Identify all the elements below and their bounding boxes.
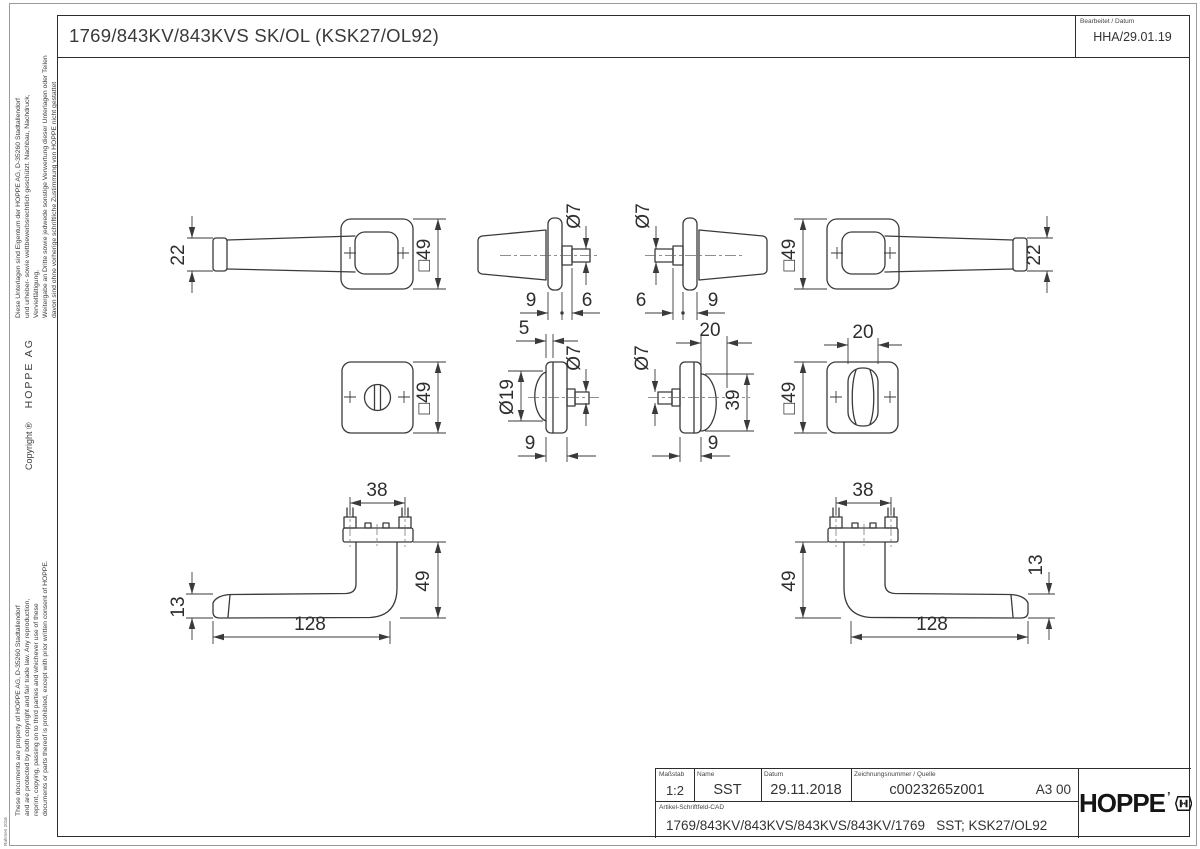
article-label: Artikel-Schriftfeld-CAD [659,804,725,811]
sheet-format: A3 00 [1035,782,1071,797]
figure-thumbturn-side [632,320,754,462]
copyright-text: Copyright ® [24,422,34,470]
scale-label: Maßstab [659,771,685,778]
date-cell [761,769,852,801]
hoppe-logo [1078,769,1192,838]
dim-label: 49 [413,570,434,592]
dim-label: □49 [414,238,435,272]
figure-handle-front-right [779,216,1053,293]
name-cell [694,769,762,801]
figure-handle-side-right [633,203,767,320]
hoppe-logo-text: HOPPE [1079,788,1166,818]
figure-handle-profile-right [779,480,1055,644]
dim-label: Ø19 [497,379,518,415]
scale-value: 1:2 [665,783,685,798]
dim-label: 39 [723,389,744,411]
figure-key-rosette-side [497,318,600,462]
english-line: reprint, copying, passing on to third parties and whichever use of these [32,603,40,816]
figure-handle-side-left [478,203,600,320]
dim-label: 13 [168,596,189,618]
frame-version-note: Rahmen 2016 [3,817,8,846]
name-label: Name [697,771,715,778]
dim-label: 6 [581,290,593,311]
name-value: SST [713,782,742,798]
english-line: documents or parts thereof is prohibited, except with prior written consent of HOPPE. [41,560,49,816]
logo-trademark-tick: ’ [1167,789,1171,804]
dim-label: 49 [779,570,800,592]
figure-key-rosette-face [342,362,446,433]
article-value: 1769/843KV/843KVS/843KVS/843KV/1769 SST; KSK27/OL92 [666,818,1048,833]
dim-label: □49 [779,381,800,415]
dim-label: 128 [294,614,326,635]
dim-label: 20 [699,320,721,341]
company-name: HOPPE AG [23,338,35,409]
dim-label: 13 [1026,554,1047,576]
german-line: davon sind ohne vorherige schriftliche Zustimmung von HOPPE nicht gestattet [50,81,58,318]
date-label: Datum [764,771,784,778]
dim-label: Ø7 [632,345,653,371]
scale-cell [656,769,695,801]
drawing-number-label: Zeichnungsnummer / Quelle [854,771,936,778]
edited-date-value: HHA/29.01.19 [1093,30,1172,44]
dim-label: 5 [518,318,530,339]
dim-label: 6 [635,290,647,311]
edited-date-label: Bearbeitet / Datum [1080,18,1135,25]
figure-handle-profile-left [168,480,446,644]
dim-label: 9 [707,433,719,454]
dim-label: □49 [414,381,435,415]
dim-label: 38 [366,480,388,501]
page-title: 1769/843KV/843KVS SK/OL (KSK27/OL92) [69,25,440,46]
german-line: Weitergabe an Dritte sowie jedwede sonstige Verwertung dieser Unterlagen oder Teilen [41,55,49,318]
dim-label: 9 [707,290,719,311]
dim-label: 20 [852,322,874,343]
dim-label: 22 [168,244,189,266]
dim-label: 9 [524,433,536,454]
drawing-number-cell [851,769,1078,801]
title-block [655,768,1191,838]
figure-thumbturn-rosette-face [779,322,902,433]
english-line: These documents are property of HOPPE AG, D-35260 Stadtallendorf [15,605,22,816]
date-value: 29.11.2018 [770,782,842,798]
figure-handle-front-left [168,216,446,293]
dim-label: □49 [779,238,800,272]
drawing-number-value: c0023265z001 [889,782,985,798]
german-line: Diese Unterlagen sind Eigentum der HOPPE AG, D-35260 Stadtallendorf [15,98,22,318]
dim-label: 128 [916,614,948,635]
dim-label: 9 [525,290,537,311]
english-line: and are protected by both copyright and fair trade law. Any reproduction, [23,598,31,816]
dim-label: 22 [1024,244,1045,266]
dim-label: Ø7 [564,345,585,371]
german-line: und urheber- sowie wettbewerbsrechtlich geschützt. Nachbau, Nachdruck, Vervielfältigung, [23,94,40,318]
dim-label: 38 [852,480,874,501]
dim-label: Ø7 [564,203,585,229]
article-cell [656,801,1078,839]
dim-label: Ø7 [633,203,654,229]
hoppe-hexagon-icon [1175,790,1192,817]
